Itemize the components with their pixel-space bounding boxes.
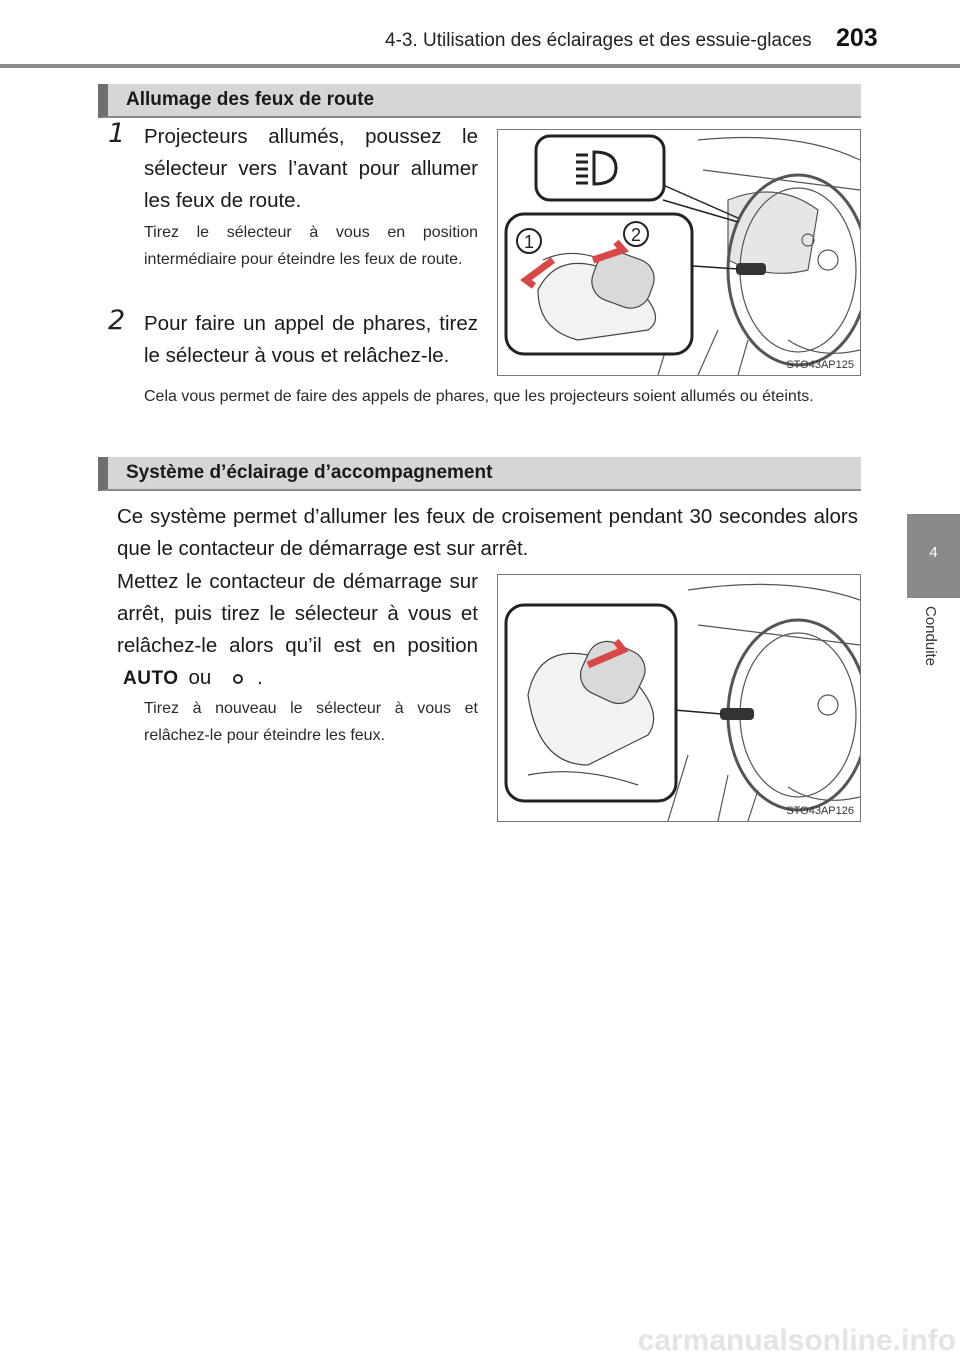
step-number-2: 2 [108, 305, 126, 336]
section-2-instruction [117, 566, 478, 695]
lever-stub [736, 263, 766, 275]
auto-icon: AUTO [123, 667, 179, 689]
chapter-number: 4 [929, 544, 938, 561]
header-divider [0, 64, 960, 68]
svg-text:carmanualsonline.info: carmanualsonline.info [637, 1324, 956, 1357]
or-word: ou [188, 666, 212, 689]
callout-1-label: 1 [523, 232, 535, 252]
section-2-note: Tirez à nouveau le sélecteur à vous et relâchez-le pour éteindre les feux. [144, 700, 478, 744]
chapter-label-text: Conduite [922, 606, 939, 667]
watermark-logo [560, 1318, 960, 1360]
dashboard-illustration [498, 575, 860, 821]
lever-stub [720, 708, 754, 720]
instruction-text: Mettez le contacteur de démarrage sur arrêt, puis tirez le sélecteur à vous et relâchez-le alors qu’il est en position [117, 570, 478, 657]
period: . [257, 666, 263, 689]
step-2-text: Pour faire un appel de phares, tirez le sélecteur à vous et relâchez-le. [144, 312, 478, 367]
section-title: Allumage des feux de route [126, 89, 375, 110]
headlight-symbol-icon [223, 669, 253, 689]
figure-high-beam-lever [497, 129, 861, 376]
figure-code: STO43AP126 [786, 805, 854, 817]
section-header-follow-me [98, 457, 861, 491]
chapter-tab [907, 514, 960, 598]
section-header-high-beam [98, 84, 861, 118]
header-section-title: 4-3. Utilisation des éclairages et des essuie-glaces [385, 30, 812, 51]
step-number-1: 1 [108, 118, 126, 149]
dashboard-illustration [498, 130, 860, 375]
figure-follow-me-lever [497, 574, 861, 822]
section-2-intro: Ce système permet d’allumer les feux de croisement pendant 30 secondes alors que le contacteur de démarrage est sur arrêt. [117, 505, 858, 560]
icon-bubble [536, 136, 664, 200]
step-1-note: Tirez le sélecteur à vous en position intermédiaire pour éteindre les feux de route. [144, 224, 478, 268]
step-1-text: Projecteurs allumés, poussez le sélecteur vers l’avant pour allumer les feux de route. [144, 125, 478, 212]
chapter-label [917, 606, 937, 686]
page-number: 203 [836, 24, 878, 52]
step-2-note: Cela vous permet de faire des appels de phares, que les projecteurs soient allumés ou éteints. [144, 388, 814, 405]
figure-code: STO43AP125 [786, 359, 854, 371]
section-title: Système d’éclairage d’accompagnement [126, 462, 493, 483]
callout-2-label: 2 [630, 225, 642, 245]
